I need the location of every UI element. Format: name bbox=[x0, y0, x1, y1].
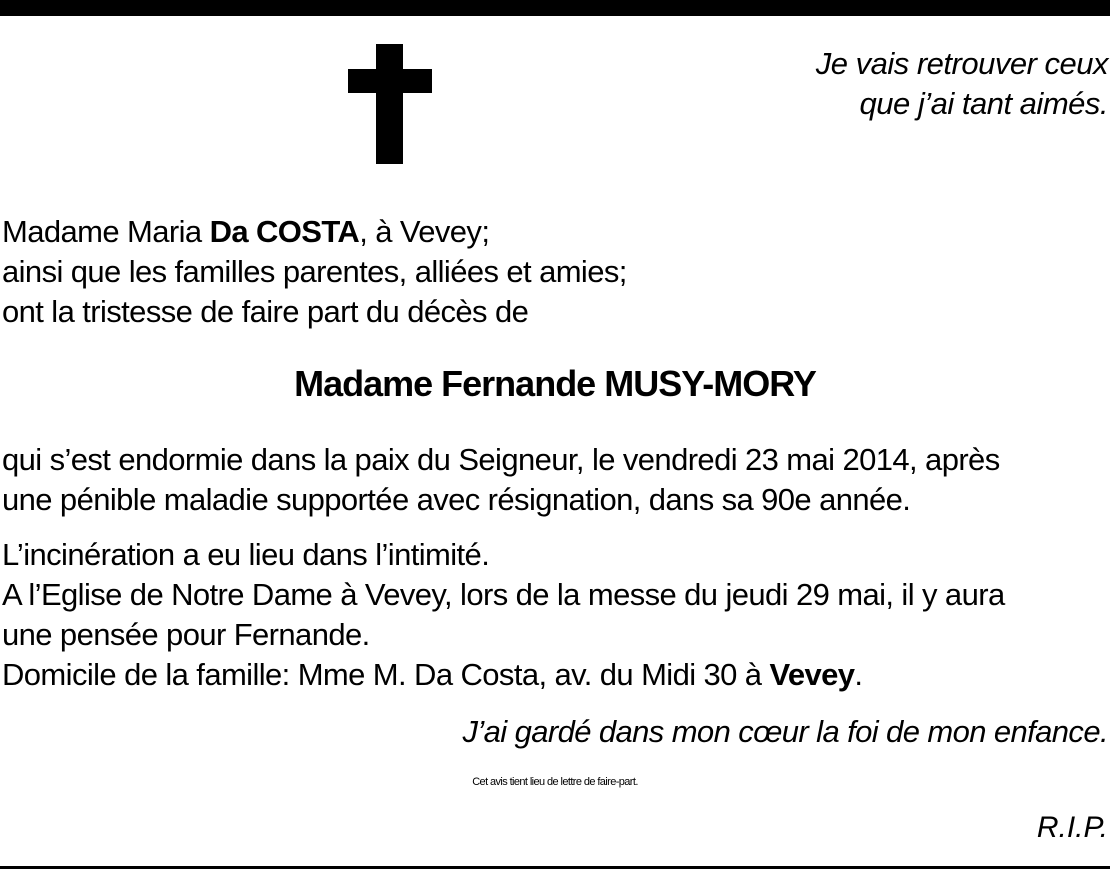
epigraph bbox=[548, 44, 1108, 124]
family-address-post: . bbox=[854, 657, 863, 692]
death-details-line-1: qui s’est endormie dans la paix du Seigneur, le vendredi 23 mai 2014, après bbox=[2, 442, 1000, 477]
cross-horizontal-bar bbox=[348, 69, 432, 93]
top-border-rule bbox=[0, 0, 1110, 16]
intro-line-1 bbox=[2, 212, 1108, 252]
cross-vertical-bar bbox=[376, 44, 403, 164]
intro-line-2: ainsi que les familles parentes, alliées et amies; bbox=[2, 254, 627, 289]
intro-paragraph bbox=[2, 212, 1108, 332]
ceremony-paragraph bbox=[2, 535, 1108, 695]
rip-text: R.I.P. bbox=[1036, 811, 1108, 844]
intro-line-3: ont la tristesse de faire part du décès de bbox=[2, 294, 529, 329]
deceased-name-heading: Madame Fernande MUSY-MORY bbox=[294, 363, 816, 404]
town-bold: Vevey bbox=[769, 657, 855, 692]
death-details-line-2: une pénible maladie supportée avec résignation, dans sa 90e année. bbox=[2, 482, 911, 517]
intro-line-1-post: , à Vevey; bbox=[359, 214, 490, 249]
family-address-pre: Domicile de la famille: Mme M. Da Costa, av. du Midi 30 à bbox=[2, 657, 770, 692]
bottom-border-rule bbox=[0, 866, 1110, 869]
notice-line: Cet avis tient lieu de lettre de faire-part. bbox=[472, 776, 638, 788]
intro-line-1-pre: Madame Maria bbox=[2, 214, 210, 249]
death-details-paragraph bbox=[2, 440, 1108, 520]
ceremony-line-1: L’incinération a eu lieu dans l’intimité. bbox=[2, 537, 490, 572]
family-name-bold: Da COSTA bbox=[209, 214, 360, 249]
ceremony-line-3: une pensée pour Fernande. bbox=[2, 617, 370, 652]
closing-quote: J’ai gardé dans mon cœur la foi de mon enfance. bbox=[462, 714, 1108, 749]
epigraph-line-1: Je vais retrouver ceux bbox=[815, 46, 1108, 81]
family-address-line bbox=[2, 655, 1108, 695]
cross-icon bbox=[348, 44, 432, 164]
epigraph-line-2: que j’ai tant aimés. bbox=[859, 86, 1108, 121]
ceremony-line-2: A l’Eglise de Notre Dame à Vevey, lors de la messe du jeudi 29 mai, il y aura bbox=[2, 577, 1005, 612]
